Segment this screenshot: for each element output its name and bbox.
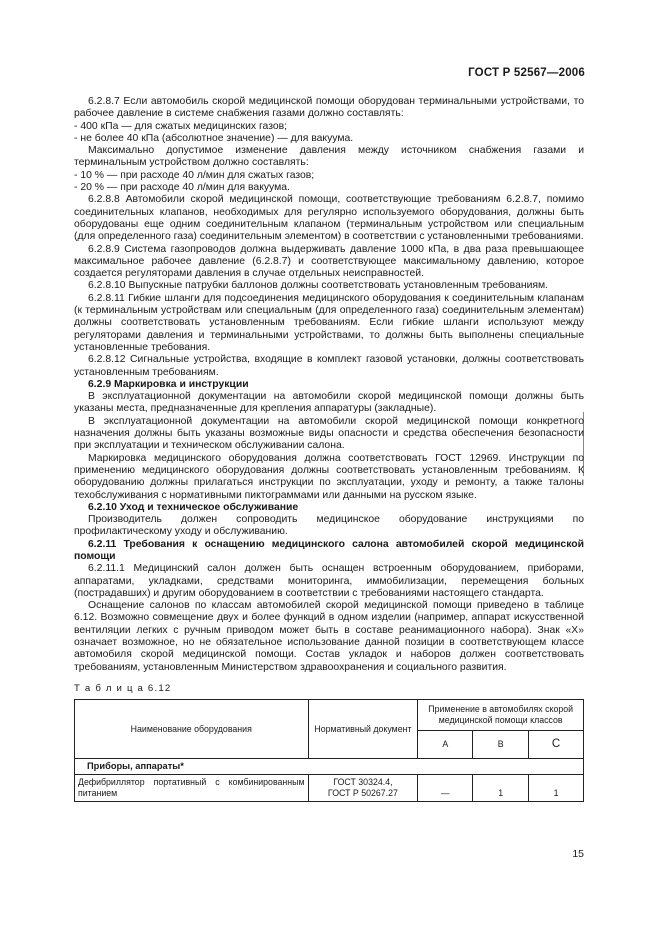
section-heading: 6.2.11 Требования к оснащению медицинского салона автомобилей скорой медицинской помощи — [74, 538, 584, 562]
equipment-table — [74, 699, 584, 802]
table-caption: Т а б л и ц а 6.12 — [74, 682, 172, 694]
paragraph: Маркировка медицинского оборудования должна соответствовать ГОСТ 12969. Инструкции по применению медицинского оборудования должны соответствовать установленным требованиям. К оборудованию должны прилагаться инструкции по эксплуатации, уходу и ремонту, а также талоны техобслуживания с нормативными пиктограммами или данными на русском языке. — [74, 452, 584, 501]
table-row — [75, 775, 584, 802]
page-number: 15 — [572, 848, 584, 860]
document-cell — [308, 775, 418, 802]
document-body — [74, 96, 584, 802]
document-header: ГОСТ Р 52567—2006 — [468, 67, 585, 79]
list-item: - не более 40 кПа (абсолютное значение) — для вакуума. — [74, 132, 354, 144]
paragraph: В эксплуатационной документации на автомобили скорой медицинской помощи конкретного назначения должны быть указаны возможные виды опасности и средства обеспечения безопасности при эксплуатации и техническом обслуживании салона. — [74, 415, 584, 452]
paragraph: 6.2.11.1 Медицинский салон должен быть оснащен встроенным оборудованием, приборами, аппаратами, укладками, средствами мониторинга, иммобилизации, перемещения больных (пострадавших) и другим оборудованием в соответствии с требованиями настоящего стандарта. — [74, 563, 584, 599]
class-c-cell: 1 — [529, 775, 584, 802]
paragraph: 6.2.8.8 Автомобили скорой медицинской помощи, соответствующие требованиям 6.2.8.7, помимо соединительных клапанов, необходимых для регулярно используемого оборудования, должны быть оборудованы еще одним соединительным клапаном (терминальным устройством или специальным (для определенного газа) соединительным элементом) в соответствии с установленными требованиями. — [74, 194, 584, 243]
class-a-header: A — [418, 731, 473, 759]
table-section-row — [75, 759, 584, 775]
paragraph: В эксплуатационной документации на автомобили скорой медицинской помощи должны быть указаны места, предназначенные для крепления аппаратуры (закладные). — [74, 391, 584, 415]
paragraph: Оснащение салонов по классам автомобилей скорой медицинской помощи приведено в таблице 6.12. Возможно совмещение двух и более функций в одном изделии (например, аппарат искусственной вентиляции легких с ручным приводом может быть в составе реанимационного набора). Знак «X» означает возможное, но не обязательное использование данной позиции в соответствующем классе автомобиля скорой медицинской помощи. Состав укладок и наборов должен соответствовать требованиям, установленным Министерством здравоохранения и социального развития. — [74, 600, 584, 673]
paragraph: Производитель должен сопроводить медицинское оборудование инструкциями по профилактическому уходу и обслуживанию. — [74, 514, 584, 538]
document-ref: ГОСТ Р 50267.27 — [327, 788, 398, 799]
list-item: - 10 % — при расходе 40 л/мин для сжатых газов; — [74, 169, 315, 181]
table-header-row — [75, 700, 584, 731]
class-b-cell: 1 — [473, 775, 529, 802]
paragraph: 6.2.8.12 Сигнальные устройства, входящие в комплект газовой установки, должны соответствовать установленным требованиям. — [74, 354, 584, 378]
table-section-title: Приборы, аппараты* — [75, 759, 584, 775]
list-item: - 20 % — при расходе 40 л/мин для вакуума. — [74, 182, 290, 194]
paragraph: Максимально допустимое изменение давления между источником снабжения газами и терминальным устройством должно составлять: — [74, 145, 584, 169]
column-header-application: Применение в автомобилях скорой медицинской помощи классов — [418, 700, 584, 731]
class-b-header: B — [473, 731, 529, 759]
equipment-name-cell: Дефибриллятор портативный с комбинированным питанием — [75, 775, 309, 802]
section-heading: 6.2.9 Маркировка и инструкции — [88, 378, 249, 390]
document-ref: ГОСТ 30324.4, — [333, 777, 393, 788]
section-heading: 6.2.10 Уход и техническое обслуживание — [88, 501, 299, 513]
class-a-cell: — — [418, 775, 473, 802]
list-item: - 400 кПа — для сжатых медицинских газов; — [74, 120, 288, 132]
paragraph: 6.2.8.9 Система газопроводов должна выдерживать давление 1000 кПа, в два раза превышающее максимальное рабочее давление (6.2.8.7) и соответствующее максимальному давлению, которое создается регуляторами давления в случае отдельных неисправностей. — [74, 243, 584, 280]
column-header-document: Нормативный документ — [308, 700, 418, 759]
paragraph: 6.2.8.11 Гибкие шланги для подсоединения медицинского оборудования к соединительным клапанам (к терминальным устройствам или специальным (для определенного газа) соединительным элементам) должны соответствовать установленным требованиям. Если гибкие шланги используют между регуляторами давления и терминальными устройствами, то должны быть выполнены специальные установленные требования. — [74, 292, 584, 353]
column-header-name: Наименование оборудования — [75, 700, 309, 759]
class-c-header: C — [529, 731, 584, 759]
paragraph: 6.2.8.10 Выпускные патрубки баллонов должны соответствовать установленным требованиям. — [88, 280, 549, 292]
paragraph: 6.2.8.7 Если автомобиль скорой медицинской помощи оборудован терминальными устройствами, то рабочее давление в системе снабжения газами должно составлять: — [74, 96, 584, 120]
